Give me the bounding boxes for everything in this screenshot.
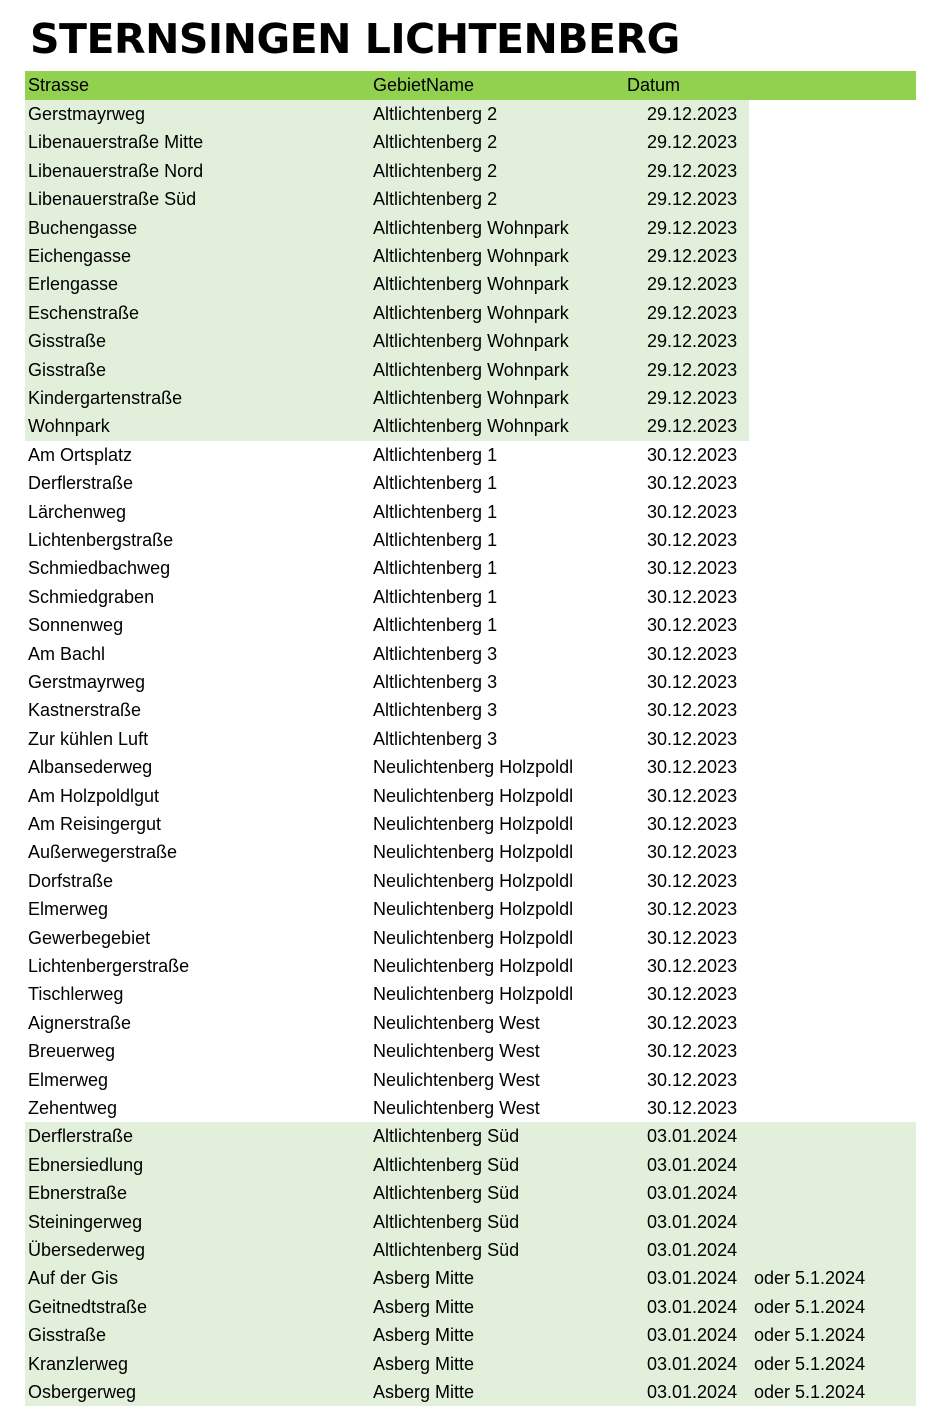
table-row (25, 185, 749, 213)
cell-datum: 03.01.2024 (647, 1296, 738, 1317)
cell-strasse: Kindergartenstraße (28, 388, 183, 408)
cell-strasse: Osbergerweg (28, 1382, 137, 1402)
cell-gebiet: Neulichtenberg Holzpoldl (373, 870, 574, 891)
cell-gebiet: Neulichtenberg Holzpoldl (373, 757, 574, 778)
cell-datum: 29.12.2023 (647, 359, 738, 380)
cell-gebiet: Altlichtenberg 2 (373, 160, 498, 181)
cell-datum: 29.12.2023 (647, 189, 738, 210)
cell-datum: 30.12.2023 (647, 444, 738, 465)
table-row (25, 1179, 916, 1207)
cell-strasse: Gisstraße (28, 331, 107, 352)
cell-datum: 30.12.2023 (647, 842, 738, 863)
cell-gebiet: Altlichtenberg Wohnpark (373, 359, 569, 380)
cell-strasse: Derflerstraße (28, 473, 134, 494)
cell-gebiet: Neulichtenberg Holzpoldl (373, 899, 574, 920)
cell-gebiet: Altlichtenberg Wohnpark (373, 274, 569, 295)
cell-datum: 30.12.2023 (647, 757, 738, 778)
cell-gebiet: Altlichtenberg 2 (373, 189, 498, 210)
cell-strasse: Am Holzpoldlgut (28, 785, 160, 806)
table-row (25, 1321, 916, 1349)
cell-strasse: Wohnpark (28, 416, 110, 437)
table-row (25, 1208, 916, 1236)
table-row (25, 299, 749, 327)
table-row (25, 1264, 916, 1292)
table-row (25, 128, 749, 156)
cell-strasse: Steiningerweg (28, 1211, 143, 1232)
cell-datum: 30.12.2023 (647, 1012, 738, 1033)
cell-strasse: Libenauerstraße Nord (28, 160, 204, 181)
cell-gebiet: Asberg Mitte (373, 1382, 475, 1402)
cell-datum: 30.12.2023 (647, 899, 738, 920)
table-row (25, 1350, 916, 1378)
cell-gebiet: Altlichtenberg 3 (373, 643, 498, 664)
cell-strasse: Gerstmayrweg (28, 672, 146, 692)
cell-strasse: Gisstraße (28, 1325, 107, 1346)
cell-gebiet: Altlichtenberg Wohnpark (373, 331, 569, 352)
cell-strasse: Breuerweg (28, 1041, 116, 1062)
cell-gebiet: Neulichtenberg Holzpoldl (373, 814, 574, 834)
cell-datum: 30.12.2023 (647, 501, 738, 522)
cell-gebiet: Neulichtenberg West (373, 1069, 540, 1090)
cell-gebiet: Neulichtenberg West (373, 1012, 540, 1033)
cell-gebiet: Altlichtenberg Süd (373, 1183, 520, 1204)
cell-strasse: Schmiedbachweg (28, 558, 171, 579)
cell-datum: 29.12.2023 (647, 331, 738, 352)
cell-strasse: Lichtenbergerstraße (28, 956, 190, 976)
cell-gebiet: Asberg Mitte (373, 1325, 475, 1346)
cell-datum: 29.12.2023 (647, 416, 738, 437)
table-row (25, 1293, 916, 1321)
cell-datum: 03.01.2024 (647, 1154, 738, 1175)
cell-strasse: Übersederweg (28, 1240, 146, 1260)
cell-gebiet: Asberg Mitte (373, 1268, 475, 1289)
cell-strasse: Zur kühlen Luft (28, 728, 149, 749)
cell-strasse: Ebnersiedlung (28, 1154, 144, 1175)
cell-strasse: Außerwegerstraße (28, 842, 178, 863)
cell-strasse: Albansederweg (28, 757, 153, 778)
table-row (25, 1122, 916, 1150)
cell-datum: 30.12.2023 (647, 473, 738, 494)
cell-datum: 30.12.2023 (647, 1098, 738, 1118)
cell-gebiet: Altlichtenberg Wohnpark (373, 302, 569, 323)
cell-datum: 03.01.2024 (647, 1211, 738, 1232)
cell-datum: 03.01.2024 (647, 1126, 738, 1147)
cell-gebiet: Altlichtenberg 3 (373, 728, 498, 749)
cell-strasse: Lichtenbergstraße (28, 530, 174, 550)
cell-strasse: Kastnerstraße (28, 700, 142, 721)
cell-datum: 29.12.2023 (647, 160, 738, 181)
cell-datum: 03.01.2024 (647, 1353, 738, 1374)
table-row (25, 384, 749, 412)
column-header-datum: Datum (627, 75, 681, 95)
cell-strasse: Sonnenweg (28, 615, 124, 636)
cell-datum: 30.12.2023 (647, 700, 738, 721)
cell-strasse: Gewerbegebiet (28, 927, 151, 948)
cell-extra: oder 5.1.2024 (754, 1382, 866, 1402)
cell-gebiet: Altlichtenberg 3 (373, 672, 498, 692)
cell-datum: 29.12.2023 (647, 274, 738, 295)
cell-strasse: Eichengasse (28, 246, 132, 266)
cell-gebiet: Neulichtenberg West (373, 1041, 540, 1062)
cell-gebiet: Altlichtenberg 1 (373, 586, 498, 607)
cell-strasse: Ebnerstraße (28, 1183, 128, 1204)
cell-datum: 30.12.2023 (647, 643, 738, 664)
cell-gebiet: Altlichtenberg Süd (373, 1126, 520, 1147)
column-header-strasse: Strasse (28, 75, 90, 95)
cell-datum: 03.01.2024 (647, 1325, 738, 1346)
cell-datum: 30.12.2023 (647, 1041, 738, 1062)
cell-gebiet: Asberg Mitte (373, 1353, 475, 1374)
cell-datum: 29.12.2023 (647, 246, 738, 266)
cell-datum: 29.12.2023 (647, 217, 738, 238)
cell-gebiet: Altlichtenberg 2 (373, 104, 498, 124)
cell-strasse: Libenauerstraße Süd (28, 189, 197, 210)
cell-strasse: Derflerstraße (28, 1126, 134, 1147)
cell-datum: 30.12.2023 (647, 615, 738, 636)
cell-extra: oder 5.1.2024 (754, 1325, 866, 1346)
cell-strasse: Gerstmayrweg (28, 104, 146, 124)
cell-strasse: Tischlerweg (28, 984, 124, 1005)
cell-datum: 30.12.2023 (647, 814, 738, 834)
cell-gebiet: Altlichtenberg 1 (373, 530, 498, 550)
cell-strasse: Lärchenweg (28, 501, 127, 522)
cell-strasse: Libenauerstraße Mitte (28, 132, 204, 153)
cell-strasse: Am Bachl (28, 643, 106, 664)
cell-strasse: Geitnedtstraße (28, 1296, 148, 1317)
cell-datum: 03.01.2024 (647, 1183, 738, 1204)
cell-gebiet: Neulichtenberg Holzpoldl (373, 956, 574, 976)
cell-gebiet: Altlichtenberg 1 (373, 473, 498, 494)
cell-datum: 03.01.2024 (647, 1240, 738, 1260)
cell-strasse: Elmerweg (28, 1069, 109, 1090)
table-row (25, 412, 749, 440)
cell-gebiet: Altlichtenberg 2 (373, 132, 498, 153)
cell-gebiet: Altlichtenberg 3 (373, 700, 498, 721)
cell-strasse: Elmerweg (28, 899, 109, 920)
cell-datum: 29.12.2023 (647, 104, 738, 124)
table-row (25, 270, 749, 298)
cell-datum: 30.12.2023 (647, 1069, 738, 1090)
cell-datum: 30.12.2023 (647, 984, 738, 1005)
cell-strasse: Kranzlerweg (28, 1353, 129, 1374)
table-row (25, 242, 749, 270)
cell-gebiet: Asberg Mitte (373, 1296, 475, 1317)
cell-extra: oder 5.1.2024 (754, 1296, 866, 1317)
cell-datum: 29.12.2023 (647, 302, 738, 323)
table-row (25, 356, 749, 384)
cell-gebiet: Altlichtenberg Süd (373, 1211, 520, 1232)
cell-datum: 30.12.2023 (647, 558, 738, 579)
cell-datum: 30.12.2023 (647, 927, 738, 948)
cell-gebiet: Altlichtenberg Wohnpark (373, 217, 569, 238)
cell-gebiet: Altlichtenberg Wohnpark (373, 416, 569, 437)
cell-extra: oder 5.1.2024 (754, 1268, 866, 1289)
cell-strasse: Eschenstraße (28, 302, 140, 323)
cell-gebiet: Altlichtenberg 1 (373, 615, 498, 636)
cell-strasse: Dorfstraße (28, 870, 114, 891)
table-row (25, 327, 749, 355)
cell-gebiet: Neulichtenberg Holzpoldl (373, 984, 574, 1005)
cell-extra: oder 5.1.2024 (754, 1353, 866, 1374)
cell-gebiet: Altlichtenberg Wohnpark (373, 388, 569, 408)
table-row (25, 1151, 916, 1179)
cell-datum: 30.12.2023 (647, 785, 738, 806)
cell-gebiet: Altlichtenberg 1 (373, 501, 498, 522)
table-row (25, 214, 749, 242)
cell-gebiet: Neulichtenberg West (373, 1098, 540, 1118)
cell-datum: 30.12.2023 (647, 530, 738, 550)
cell-strasse: Auf der Gis (28, 1268, 119, 1289)
column-header-gebiet: GebietName (373, 75, 475, 95)
cell-strasse: Am Ortsplatz (28, 444, 133, 465)
cell-gebiet: Altlichtenberg Süd (373, 1240, 520, 1260)
cell-strasse: Gisstraße (28, 359, 107, 380)
cell-datum: 03.01.2024 (647, 1268, 738, 1289)
cell-datum: 29.12.2023 (647, 132, 738, 153)
cell-gebiet: Neulichtenberg Holzpoldl (373, 842, 574, 863)
cell-gebiet: Neulichtenberg Holzpoldl (373, 785, 574, 806)
cell-datum: 30.12.2023 (647, 870, 738, 891)
cell-gebiet: Altlichtenberg Süd (373, 1154, 520, 1175)
cell-datum: 30.12.2023 (647, 728, 738, 749)
cell-datum: 03.01.2024 (647, 1382, 738, 1402)
cell-gebiet: Altlichtenberg 1 (373, 558, 498, 579)
cell-strasse: Am Reisingergut (28, 814, 162, 834)
table-row (25, 157, 749, 185)
cell-strasse: Aignerstraße (28, 1012, 132, 1033)
page-title: STERNSINGEN LICHTENBERG (30, 15, 680, 63)
cell-strasse: Schmiedgraben (28, 586, 155, 607)
cell-datum: 30.12.2023 (647, 672, 738, 692)
cell-strasse: Erlengasse (28, 274, 119, 295)
table-header (25, 71, 916, 100)
table-row (25, 100, 749, 128)
cell-gebiet: Altlichtenberg 1 (373, 444, 498, 465)
table-row (25, 1236, 916, 1264)
cell-gebiet: Altlichtenberg Wohnpark (373, 246, 569, 266)
table-row (25, 1378, 916, 1406)
cell-gebiet: Neulichtenberg Holzpoldl (373, 927, 574, 948)
cell-datum: 30.12.2023 (647, 956, 738, 976)
cell-strasse: Zehentweg (28, 1098, 118, 1118)
cell-strasse: Buchengasse (28, 217, 138, 238)
cell-datum: 29.12.2023 (647, 388, 738, 408)
cell-datum: 30.12.2023 (647, 586, 738, 607)
